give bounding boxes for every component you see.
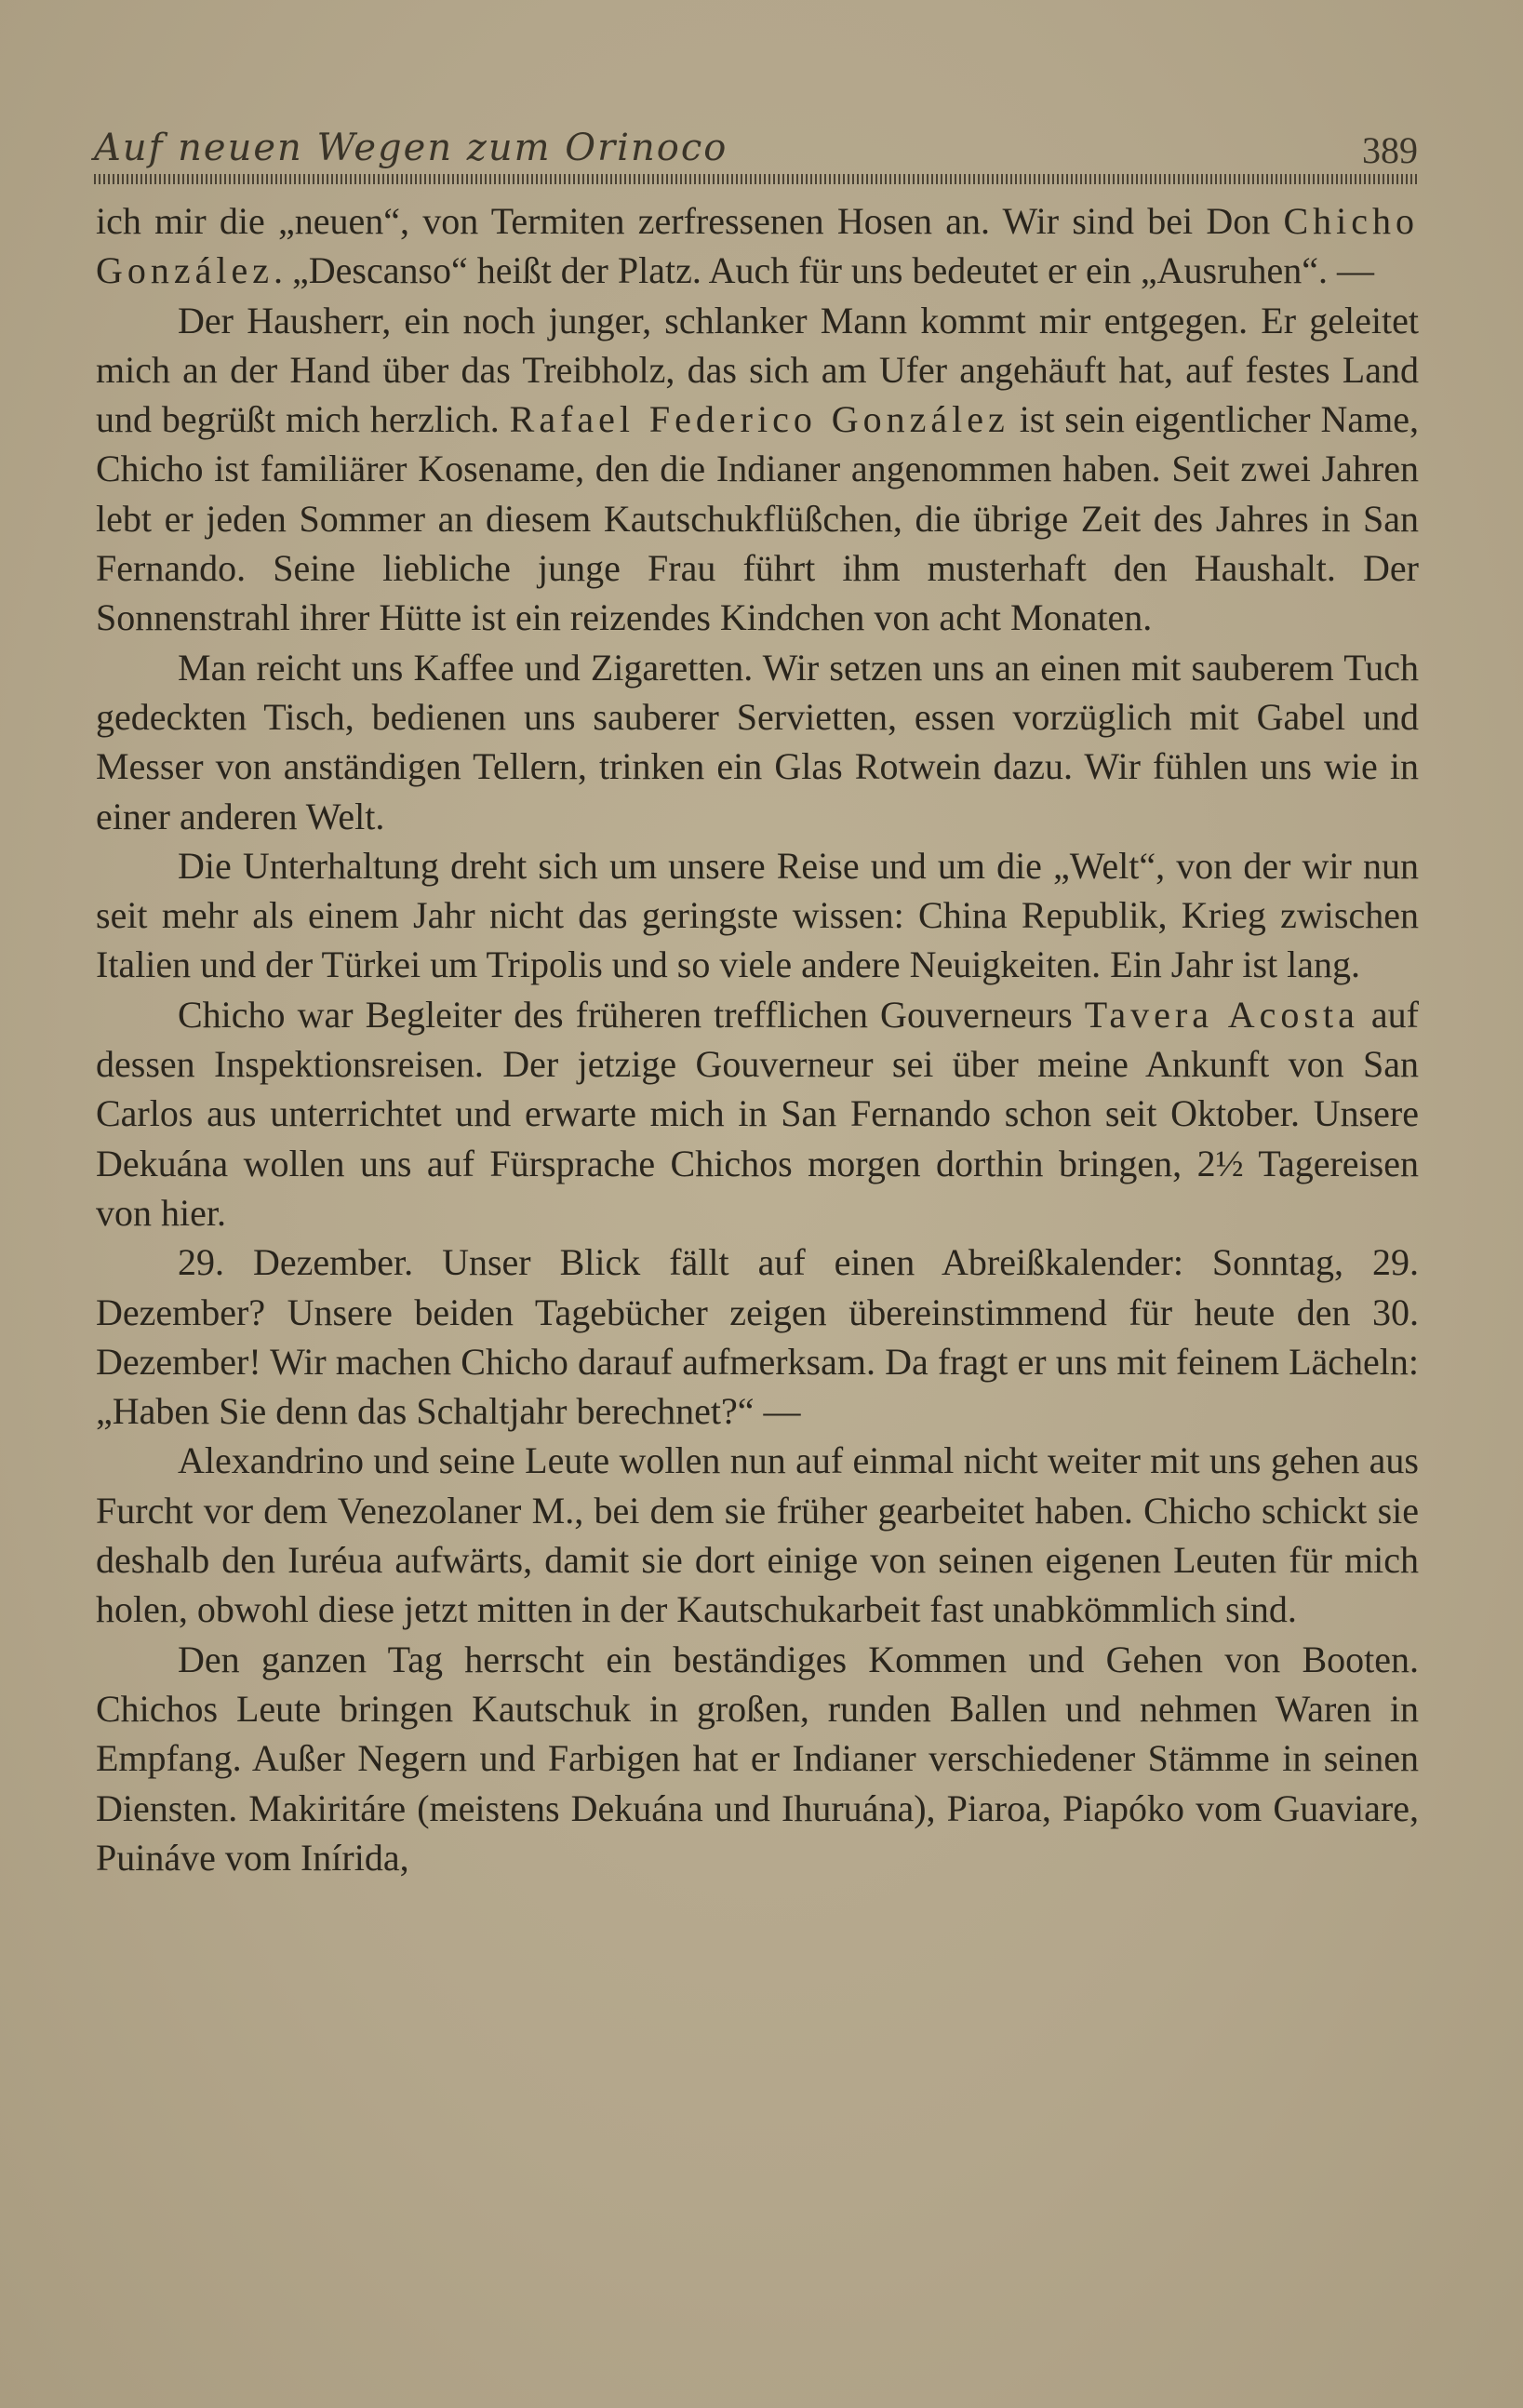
paragraph [96, 1635, 1419, 1882]
paragraph [96, 643, 1419, 841]
paragraph [96, 841, 1419, 990]
spaced-name: Rafael Federico González [509, 398, 1009, 441]
text-run: Man reicht uns Kaffee und Zigaretten. Wir setzen uns an einen mit sauberem Tuch gedeckten Tisch, bedienen uns sauberer Servietten, essen vorzüglich mit Gabel und Messer von anständigen Tellern, trinken ein Glas Rotwein dazu. Wir fühlen uns wie in einer anderen Welt. [96, 646, 1419, 837]
page-header [94, 127, 1418, 173]
text-run: auf dessen Inspektionsreisen. Der jetzige Gouverneur sei über meine Ankunft von San Carlos aus unterrichtet und erwarte mich in San Fernando schon seit Oktober. Unsere Dekuána wollen uns auf Fürsprache Chichos morgen dorthin bringen, 2½ Tagereisen von hier. [96, 993, 1420, 1234]
text-run: Der Hausherr, ein noch junger, schlanker Mann kommt mir entgegen. Er geleitet mich an der Hand über das Treibholz, das sich am Ufer angehäuft hat, auf festes Land und begrüßt mich herzlich. [96, 299, 1419, 441]
text-run: . „Descanso“ heißt der Platz. Auch für uns bedeutet er ein „Ausruhen“. — [274, 249, 1374, 292]
text-run: Die Unterhaltung dreht sich um unsere Reise und um die „Welt“, von der wir nun seit mehr als einem Jahr nicht das geringste wissen: China Republik, Krieg zwischen Italien und der Türkei um Tripolis und so viele andere Neuigkeiten. Ein Jahr ist lang. [96, 844, 1419, 986]
text-run: ich mir die „neuen“, von Termiten zerfressenen Hosen an. Wir sind bei Don [96, 200, 1284, 242]
paragraph [96, 1436, 1419, 1634]
running-title: Auf neuen Wegen zum Orinoco [94, 127, 728, 169]
paragraph [96, 1237, 1419, 1436]
text-run: Chicho war Begleiter des früheren trefflichen Gouverneurs [178, 993, 1085, 1036]
text-run: Den ganzen Tag herrscht ein beständiges Kommen und Gehen von Booten. Chichos Leute bringen Kautschuk in großen, runden Ballen und nehmen Waren in Empfang. Außer Negern und Farbigen hat er Indianer verschiedener Stämme in seinen Diensten. Makiritáre (meistens Dekuána und Ihuruána), Piaroa, Piapóko vom Guaviare, Puináve vom Inírida, [96, 1638, 1419, 1879]
text-run: 29. Dezember. Unser Blick fällt auf einen Abreißkalender: Sonntag, 29. Dezember? Unsere beiden Tagebücher zeigen übereinstimmend für heute den 30. Dezember! Wir machen Chicho darauf aufmerksam. Da fragt er uns mit feinem Lächeln: „Haben Sie denn das Schaltjahr berechnet?“ — [96, 1241, 1419, 1433]
spaced-name: Tavera Acosta [1084, 993, 1359, 1036]
page-number: 389 [1362, 129, 1418, 171]
body-text [96, 196, 1419, 1882]
spaced-name: Chicho González [96, 200, 1419, 292]
paragraph [96, 990, 1419, 1237]
header-rule [94, 174, 1418, 184]
text-run: ist sein eigentlicher Name, Chicho ist familiärer Kosename, den die Indianer angenommen haben. Seit zwei Jahren lebt er jeden Sommer an diesem Kautschukflüßchen, die übrige Zeit des Jahres in San Fernando. Seine liebliche junge Frau führt ihm musterhaft den Haushalt. Der Sonnenstrahl ihrer Hütte ist ein reizendes Kindchen von acht Monaten. [96, 398, 1419, 639]
paragraph [96, 196, 1419, 296]
text-run: Alexandrino und seine Leute wollen nun auf einmal nicht weiter mit uns gehen aus Furcht vor dem Venezolaner M., bei dem sie früher gearbeitet haben. Chicho schickt sie deshalb den Iuréua aufwärts, damit sie dort einige von seinen eigenen Leuten für mich holen, obwohl diese jetzt mitten in der Kautschukarbeit fast unabkömmlich sind. [96, 1439, 1419, 1631]
paragraph [96, 296, 1419, 643]
